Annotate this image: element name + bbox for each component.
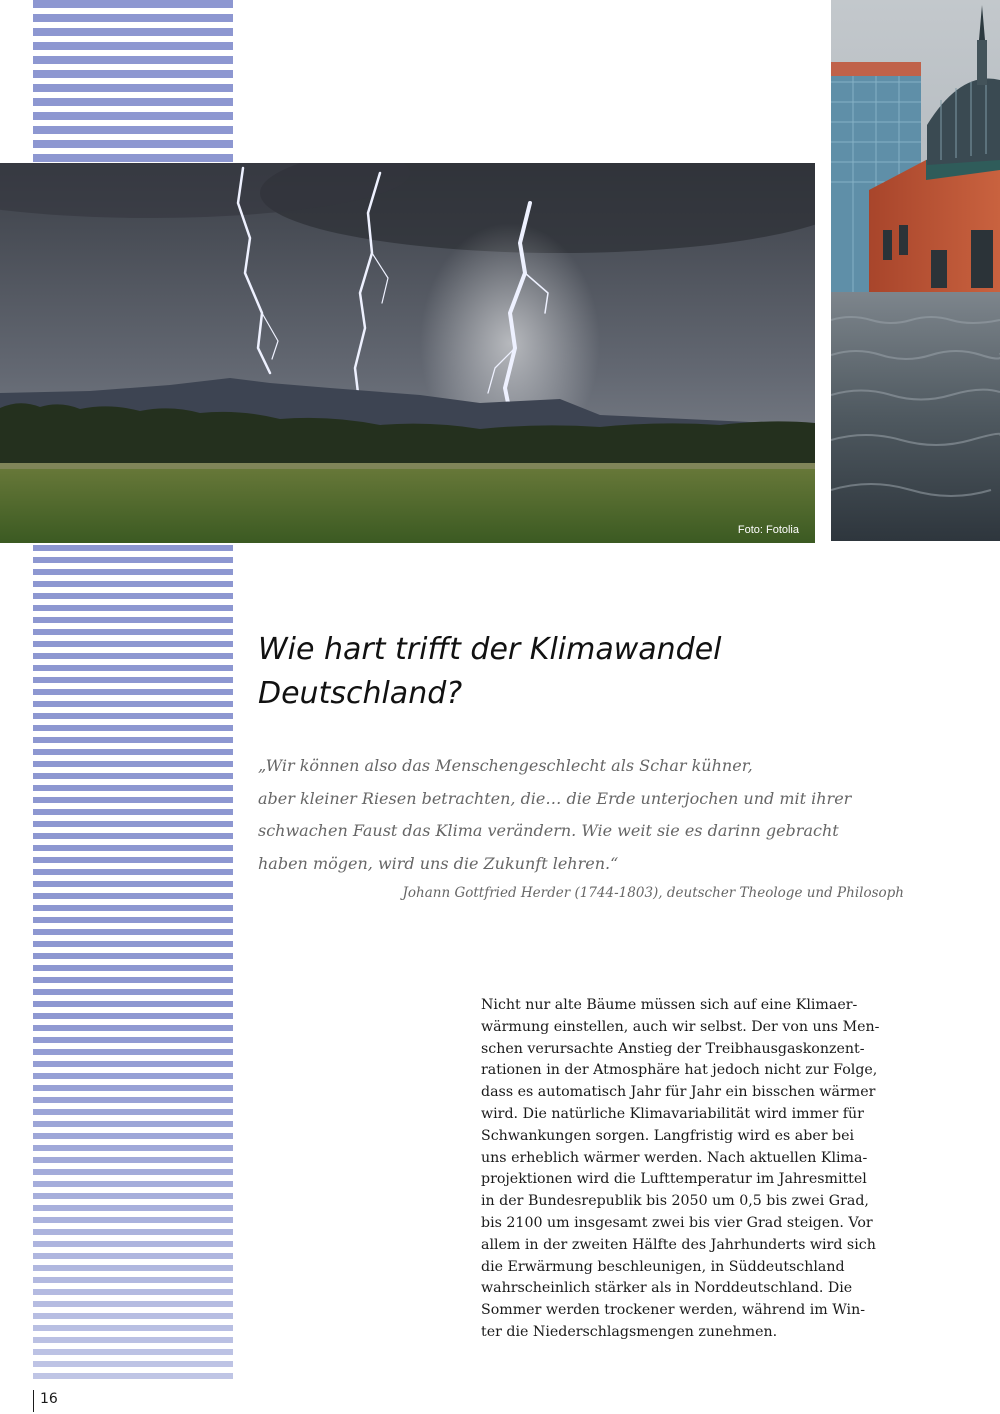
body-line: projektionen wird die Lufttemperatur im Jahresmittel xyxy=(481,1171,867,1188)
body-line: Nicht nur alte Bäume müssen sich auf eine Klimaer- xyxy=(481,997,858,1013)
thunderstorm-photo xyxy=(0,163,815,543)
quote-attribution: Johann Gottfried Herder (1744-1803), deutscher Theologe und Philosoph xyxy=(402,885,904,901)
body-line: dass es automatisch Jahr für Jahr ein bisschen wärmer xyxy=(481,1084,876,1101)
page-title xyxy=(258,628,908,716)
body-line: in der Bundesrepublik bis 2050 um 0,5 bis zwei Grad, xyxy=(481,1193,869,1210)
body-line: wahrscheinlich stärker als in Norddeutschland. Die xyxy=(481,1280,853,1297)
title-line-2: Deutschland? xyxy=(258,676,463,711)
quote-line: aber kleiner Riesen betrachten, die… die Erde unterjochen und mit ihrer xyxy=(258,788,852,808)
herder-quote xyxy=(258,750,918,880)
decorative-stripes-bottom xyxy=(33,545,233,1385)
decorative-stripes-top xyxy=(33,0,233,162)
folio-rule xyxy=(33,1390,34,1412)
body-line: schen verursachte Anstieg der Treibhausgaskonzent- xyxy=(481,1040,865,1057)
page-number: 16 xyxy=(40,1391,58,1407)
body-line: wird. Die natürliche Klimavariabilität wird immer für xyxy=(481,1105,864,1122)
body-line: Sommer werden trockener werden, während im Win- xyxy=(481,1302,865,1319)
body-line: ter die Niederschlagsmengen zunehmen. xyxy=(481,1323,778,1340)
body-line: rationen in der Atmosphäre hat jedoch nicht zur Folge, xyxy=(481,1062,878,1079)
body-line: uns erheblich wärmer werden. Nach aktuellen Klima- xyxy=(481,1149,868,1166)
body-line: allem in der zweiten Hälfte des Jahrhunderts wird sich xyxy=(481,1236,876,1253)
body-line: wärmung einstellen, auch wir selbst. Der von uns Men- xyxy=(481,1018,880,1035)
title-line-1: Wie hart trifft der Klimawandel xyxy=(258,632,722,667)
quote-line: haben mögen, wird uns die Zukunft lehren.“ xyxy=(258,853,619,873)
body-line: bis 2100 um insgesamt zwei bis vier Grad steigen. Vor xyxy=(481,1214,873,1231)
quote-line: „Wir können also das Menschengeschlecht als Schar kühner, xyxy=(258,756,753,775)
body-text xyxy=(481,995,921,1344)
flooded-harbor-photo xyxy=(831,0,1000,541)
body-line: die Erwärmung beschleunigen, in Süddeutschland xyxy=(481,1258,845,1275)
photo-credit: Foto: Fotolia xyxy=(737,524,799,536)
body-line: Schwankungen sorgen. Langfristig wird es aber bei xyxy=(481,1127,855,1144)
quote-line: schwachen Faust das Klima verändern. Wie weit sie es darinn gebracht xyxy=(258,821,839,840)
